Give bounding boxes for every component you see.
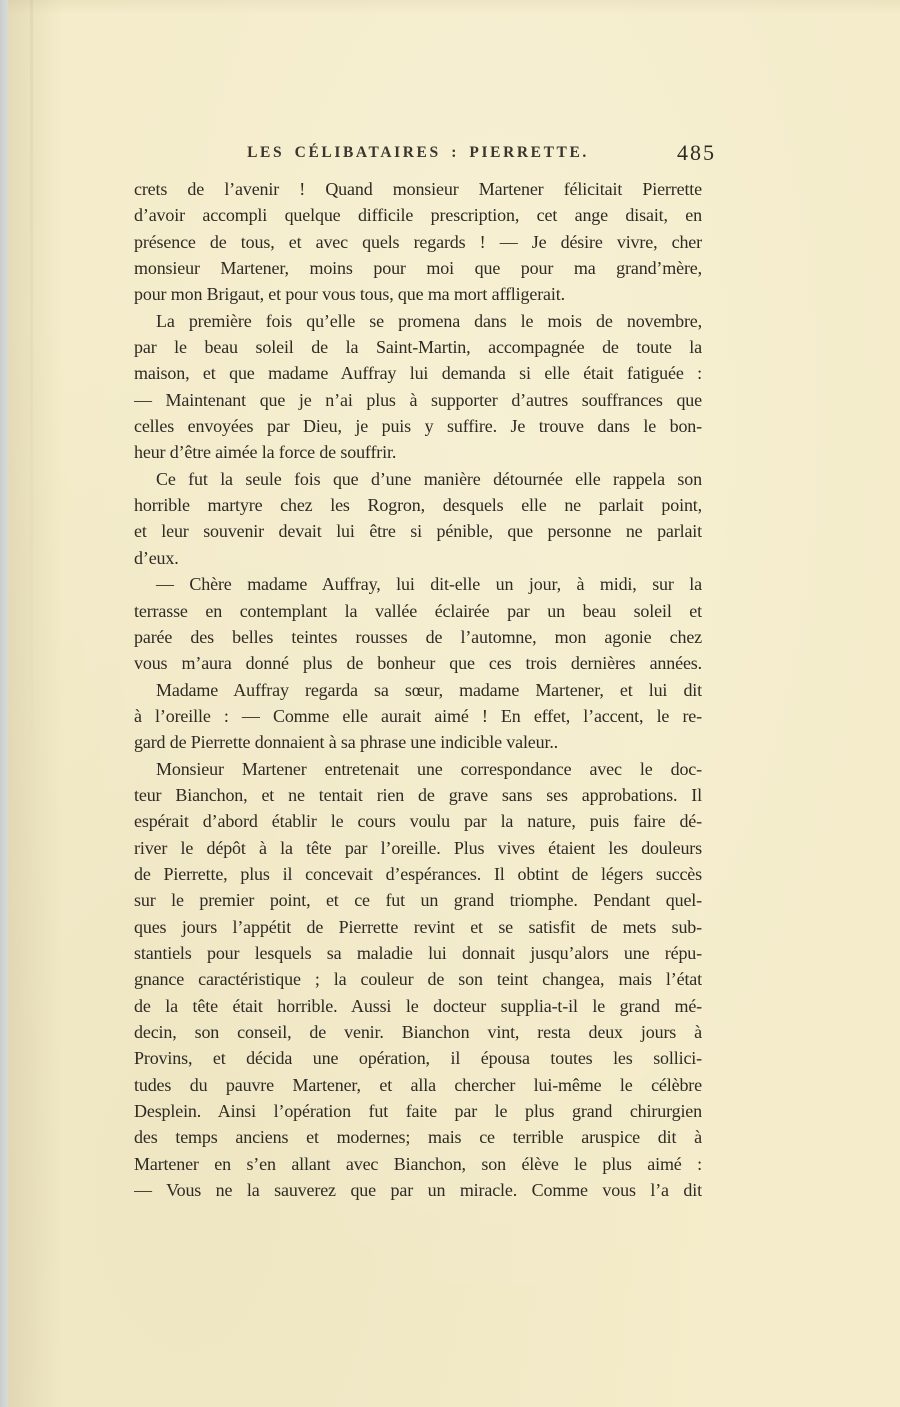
text-line: à l’oreille : — Comme elle aurait aimé ! En effet, l’accent, le re- <box>134 705 702 726</box>
text-line: — Vous ne la sauverez que par un miracle. Comme vous l’a dit <box>134 1180 702 1201</box>
paragraph <box>134 466 702 571</box>
text-line: Desplein. Ainsi l’opération fut faite par le plus grand chirurgien <box>134 1101 702 1122</box>
text-line: gard de Pierrette donnaient à sa phrase une indicible valeur.. <box>134 732 559 753</box>
text-line: gnance caractéristique ; la couleur de son teint changea, mais l’état <box>134 969 702 990</box>
text-line: d’eux. <box>134 547 179 568</box>
text-line: présence de tous, et avec quels regards ! — Je désire vivre, cher <box>134 231 702 252</box>
text-line: et leur souvenir devait lui être si pénible, que personne ne parlait <box>134 521 702 542</box>
book-page <box>8 0 900 1407</box>
text-line: pour mon Brigaut, et pour vous tous, que ma mort affligerait. <box>134 284 565 305</box>
text-line: vous m’aura donné plus de bonheur que ces trois dernières années. <box>134 653 702 674</box>
text-line: teur Bianchon, et ne tentait rien de grave sans ses approbations. Il <box>134 784 702 805</box>
paragraph <box>134 571 702 676</box>
paragraph <box>134 677 702 756</box>
text-line: monsieur Martener, moins pour moi que pour ma grand’mère, <box>134 258 702 279</box>
text-line: sur le premier point, et ce fut un grand triomphe. Pendant quel- <box>134 890 702 911</box>
page-number: 485 <box>677 140 716 165</box>
text-line: de la tête était horrible. Aussi le docteur supplia-t-il le grand mé- <box>134 995 702 1016</box>
text-line: parée des belles teintes rousses de l’automne, mon agonie chez <box>134 626 702 647</box>
text-line: tudes du pauvre Martener, et alla chercher lui-même le célèbre <box>134 1074 702 1095</box>
text-line: ques jours l’appétit de Pierrette revint et se satisfit de mets sub- <box>134 916 702 937</box>
text-line: river le dépôt à la tête par l’oreille. Plus vives étaient les douleurs <box>134 837 702 858</box>
paragraph <box>134 756 702 1204</box>
text-block <box>134 176 702 1203</box>
text-line: horrible martyre chez les Rogron, desquels elle ne parlait point, <box>134 495 702 516</box>
running-head <box>134 140 716 170</box>
text-line: heur d’être aimée la force de souffrir. <box>134 442 397 463</box>
text-line: de Pierrette, plus il concevait d’espérances. Il obtint de légers succès <box>134 863 702 884</box>
text-line: Ce fut la seule fois que d’une manière détournée elle rappela son <box>156 468 702 489</box>
text-line: d’avoir accompli quelque difficile prescription, cet ange disait, en <box>134 205 702 226</box>
text-line: espérait d’abord établir le cours voulu par la nature, puis faire dé- <box>134 811 702 832</box>
paragraph <box>134 308 702 466</box>
text-line: — Chère madame Auffray, lui dit-elle un jour, à midi, sur la <box>156 574 702 595</box>
running-head-title: LES CÉLIBATAIRES : PIERRETTE. <box>247 144 589 161</box>
text-line: Madame Auffray regarda sa sœur, madame Martener, et lui dit <box>156 679 702 700</box>
text-line: stantiels pour lesquels sa maladie lui donnait jusqu’alors une répu- <box>134 942 702 963</box>
text-line: decin, son conseil, de venir. Bianchon vint, resta deux jours à <box>134 1022 702 1042</box>
text-line: crets de l’avenir ! Quand monsieur Martener félicitait Pierrette <box>134 179 702 199</box>
text-line: Monsieur Martener entretenait une correspondance avec le doc- <box>156 758 702 779</box>
text-line: maison, et que madame Auffray lui demanda si elle était fatiguée : <box>134 363 702 384</box>
text-line: des temps anciens et modernes; mais ce terrible aruspice dit à <box>134 1127 702 1148</box>
text-line: par le beau soleil de la Saint-Martin, accompagnée de toute la <box>134 337 702 358</box>
text-line: — Maintenant que je n’ai plus à supporter d’autres souffrances que <box>134 389 702 410</box>
text-line: celles envoyées par Dieu, je puis y suffire. Je trouve dans le bon- <box>134 416 702 437</box>
text-line: terrasse en contemplant la vallée éclairée par un beau soleil et <box>134 600 702 621</box>
text-line: La première fois qu’elle se promena dans le mois de novembre, <box>156 310 702 331</box>
paragraph <box>134 176 702 308</box>
text-line: Martener en s’en allant avec Bianchon, son élève le plus aimé : <box>134 1153 702 1174</box>
text-line: Provins, et décida une opération, il épousa toutes les sollici- <box>134 1048 702 1069</box>
